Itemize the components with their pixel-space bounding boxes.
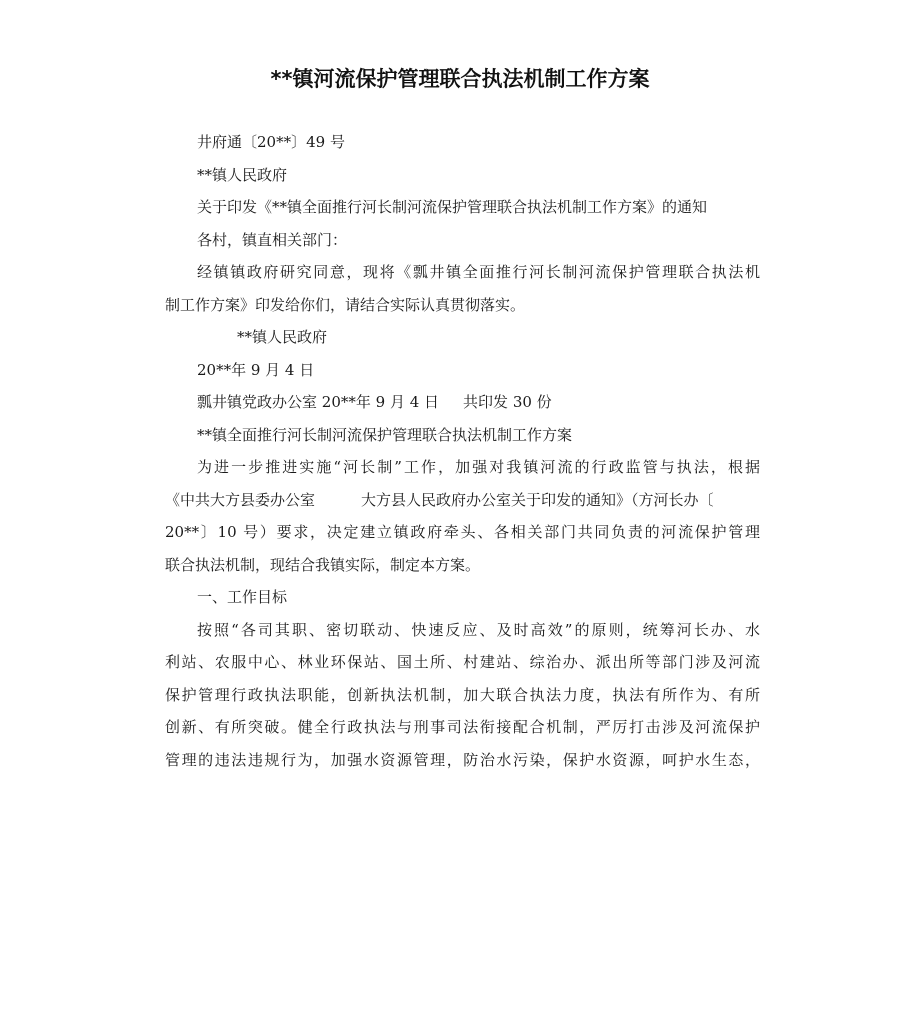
section-line: 按照“各司其职、密切联动、快速反应、及时高效”的原则，统筹河长办、水: [197, 620, 760, 639]
addressee: 各村，镇直相关部门：: [197, 230, 348, 249]
document-title: **镇河流保护管理联合执法机制工作方案: [270, 67, 650, 91]
notice-title: 关于印发《**镇全面推行河长制河流保护管理联合执法机制工作方案》的通知: [197, 198, 708, 216]
intro-segment: 《中共大方县委办公室: [165, 490, 316, 509]
section-heading: 一、工作目标: [197, 588, 288, 606]
section-line: 创新、有所突破。健全行政执法与刑事司法衔接配合机制，严厉打击涉及河流保护: [165, 718, 760, 736]
notice-body-line: 经镇镇政府研究同意，现将《瓢井镇全面推行河长制河流保护管理联合执法机: [197, 263, 760, 281]
section-line: 保护管理行政执法职能，创新执法机制，加大联合执法力度，执法有所作为、有所: [165, 685, 760, 704]
print-office: 瓢井镇党政办公室: [197, 393, 318, 411]
intro-segment: 大方县人民政府办公室关于印发的通知》（方河长办〔: [361, 490, 714, 509]
section-line: 管理的违法违规行为，加强水资源管理，防治水污染，保护水资源，呵护水生态，: [165, 750, 760, 769]
issuer: **镇人民政府: [197, 165, 288, 184]
section-line: 利站、农服中心、林业环保站、国土所、村建站、综治办、派出所等部门涉及河流: [165, 653, 760, 671]
signature: **镇人民政府: [237, 328, 328, 346]
print-copies: 共印发 30 份: [463, 393, 552, 411]
issue-date: 20**年 9 月 4 日: [197, 360, 315, 379]
print-date: 20**年 9 月 4 日: [321, 393, 440, 411]
doc-number: 井府通〔20**〕49 号: [197, 133, 345, 151]
intro-line: [165, 484, 760, 517]
plan-title: **镇全面推行河长制河流保护管理联合执法机制工作方案: [197, 425, 573, 444]
print-info: [165, 386, 760, 419]
intro-line: 为进一步推进实施“河长制”工作，加强对我镇河流的行政监管与执法，根据: [197, 458, 760, 476]
intro-line: 20**〕10 号）要求，决定建立镇政府牵头、各相关部门共同负责的河流保护管理: [165, 523, 760, 541]
notice-body-line: 制工作方案》印发给你们，请结合实际认真贯彻落实。: [165, 295, 526, 314]
document-body: [165, 126, 760, 776]
intro-line: 联合执法机制，现结合我镇实际，制定本方案。: [165, 555, 481, 574]
